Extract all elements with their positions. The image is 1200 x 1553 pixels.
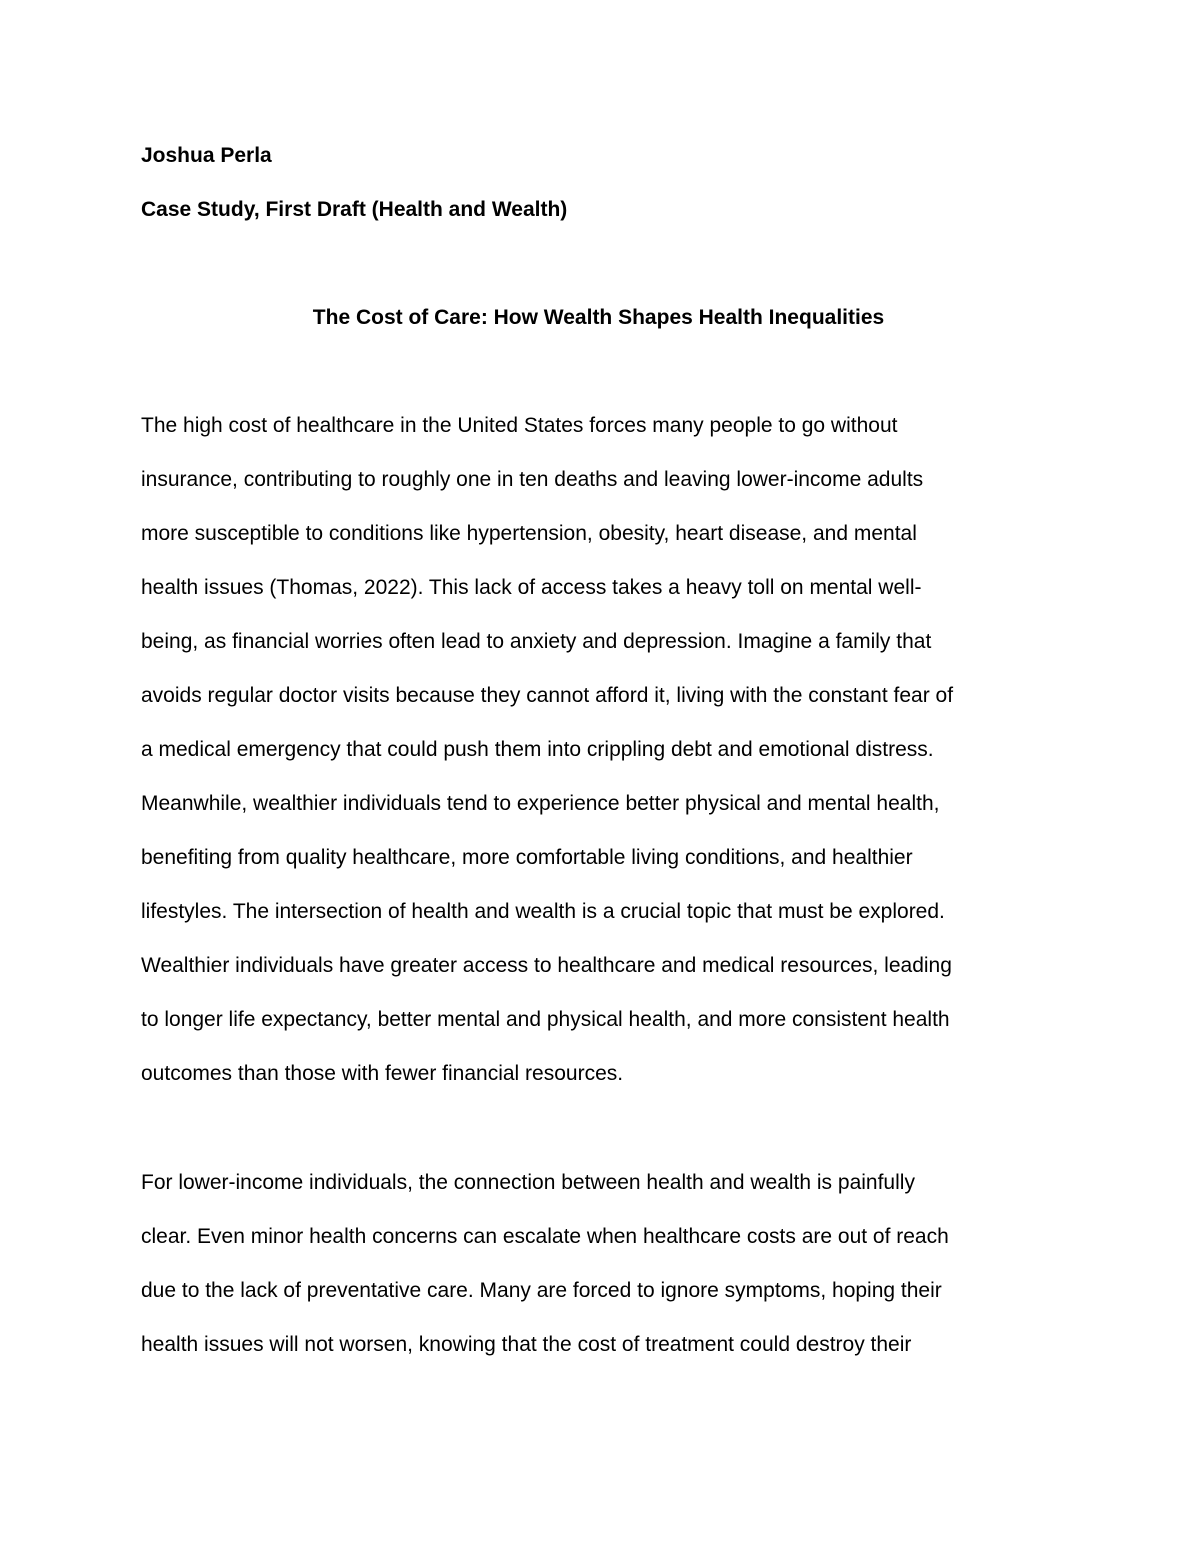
- text-line: Wealthier individuals have greater access to healthcare and medical resources, leading: [141, 954, 952, 977]
- text-line: outcomes than those with fewer financial resources.: [141, 1062, 624, 1085]
- document-title: The Cost of Care: How Wealth Shapes Health Inequalities: [312, 306, 885, 329]
- text-line: The high cost of healthcare in the United States forces many people to go without: [141, 414, 898, 437]
- author-name: Joshua Perla: [141, 144, 272, 167]
- text-line: health issues will not worsen, knowing that the cost of treatment could destroy their: [141, 1333, 912, 1356]
- text-line: Meanwhile, wealthier individuals tend to experience better physical and mental health,: [141, 792, 940, 815]
- text-line: a medical emergency that could push them into crippling debt and emotional distress.: [141, 738, 934, 761]
- assignment-label: Case Study, First Draft (Health and Wealth): [141, 198, 568, 221]
- text-line: to longer life expectancy, better mental and physical health, and more consistent health: [141, 1008, 950, 1031]
- text-line: For lower-income individuals, the connection between health and wealth is painfully: [141, 1171, 915, 1194]
- text-line: being, as financial worries often lead to anxiety and depression. Imagine a family that: [141, 630, 932, 653]
- text-line: health issues (Thomas, 2022). This lack of access takes a heavy toll on mental well-: [141, 576, 922, 599]
- text-line: due to the lack of preventative care. Many are forced to ignore symptoms, hoping their: [141, 1279, 942, 1302]
- text-line: insurance, contributing to roughly one in ten deaths and leaving lower-income adults: [141, 468, 924, 491]
- text-line: more susceptible to conditions like hypertension, obesity, heart disease, and mental: [141, 522, 917, 545]
- text-line: lifestyles. The intersection of health and wealth is a crucial topic that must be explored.: [141, 900, 945, 923]
- text-line: clear. Even minor health concerns can escalate when healthcare costs are out of reach: [141, 1225, 949, 1248]
- text-line: avoids regular doctor visits because they cannot afford it, living with the constant fear of: [141, 684, 954, 707]
- text-line: benefiting from quality healthcare, more comfortable living conditions, and healthier: [141, 846, 913, 869]
